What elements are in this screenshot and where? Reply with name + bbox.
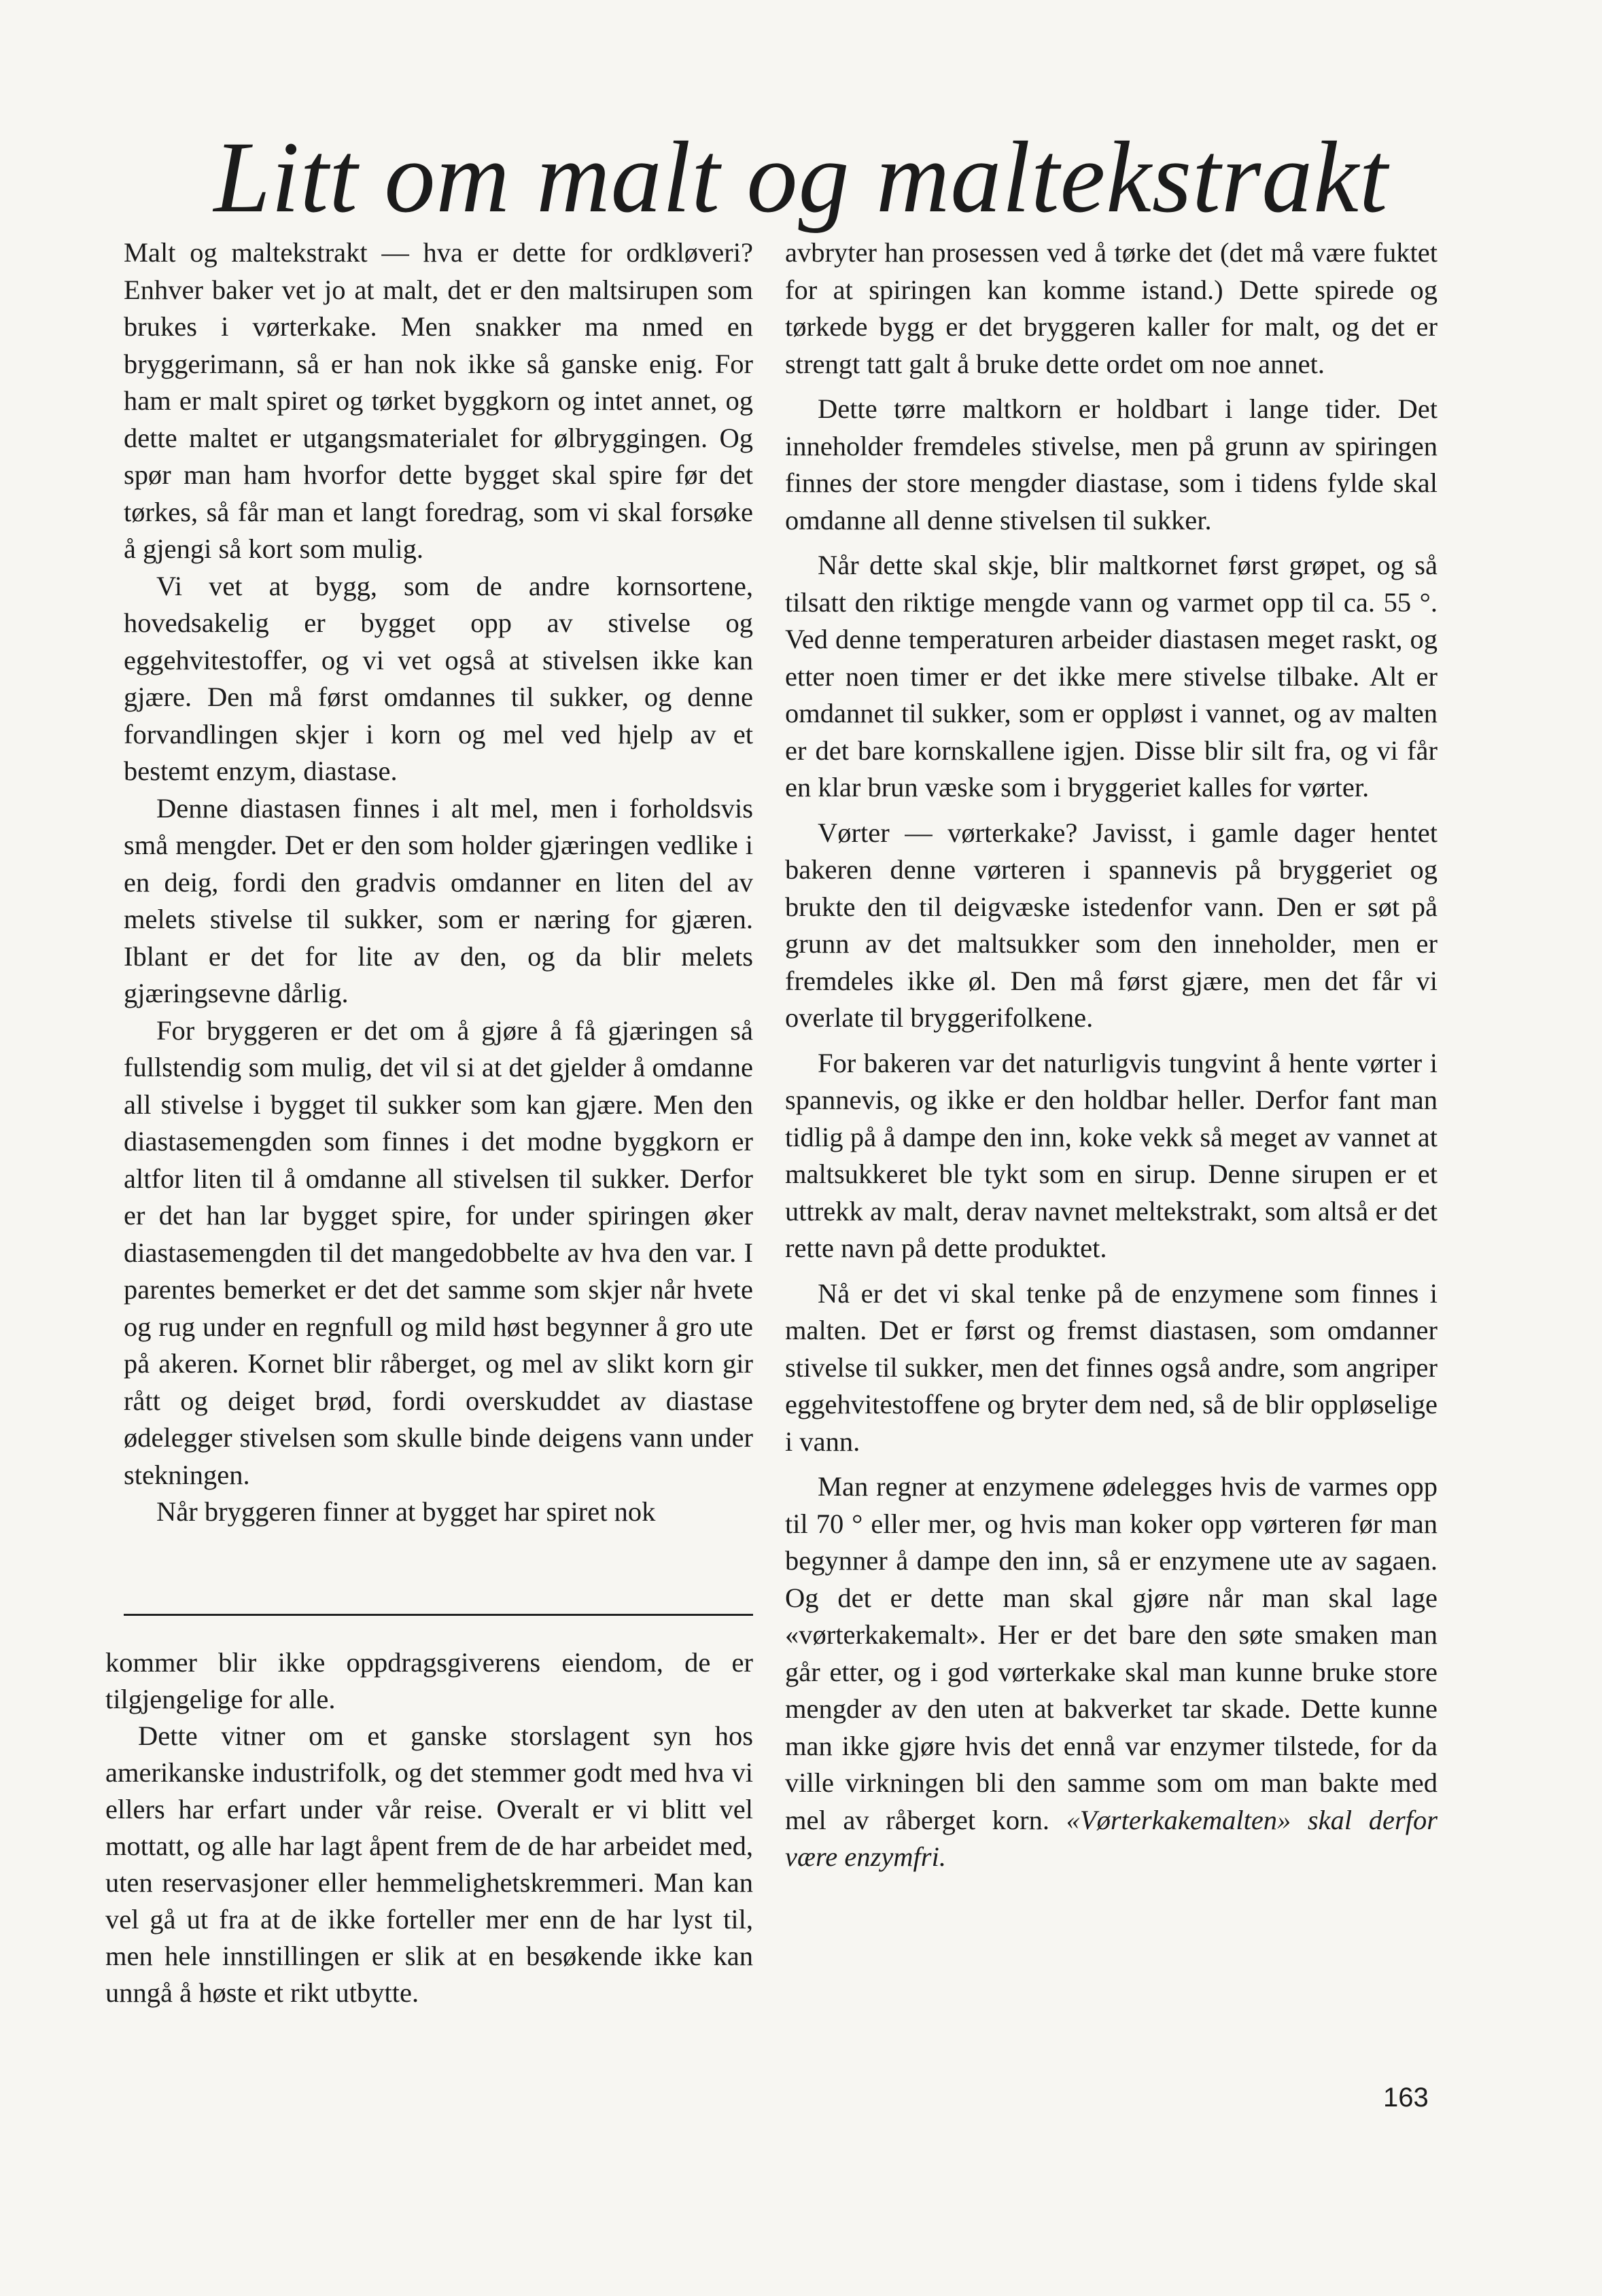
paragraph: Nå er det vi skal tenke på de enzymene som finnes i malten. Det er først og fremst diastasen, som omdanner stivelse til sukker, men det finnes også andre, som angriper eggehvitestoffene og bryter dem ned, så de blir oppløselige i vann. xyxy=(785,1277,1438,1457)
closing-italic-sentence: «Vørterkakemalten» skal derfor være enzymfri. xyxy=(785,1804,1438,1872)
paragraph: Denne diastasen finnes i alt mel, men i forholdsvis små mengder. Det er den som holder gjæringen vedlike i en deig, fordi den gradvis omdanner en liten del av melets stivelse til sukker, som er næring for gjæren. Iblant er det for lite av den, og da blir melets gjæringsevne dårlig. xyxy=(124,792,753,1008)
paragraph-text: Man regner at enzymene ødelegges hvis de varmes opp til 70 ° eller mer, og hvis man koker opp vørteren før man begynner å dampe den inn, så er enzymene ute av sagaen. Og det er dette man skal gjøre når man skal lage «vørterkakemalt». Her er det bare den søte smaken man går etter, og i god vørterkake skal man kunne bruke store mengder av den uten at bakverket tar skade. Dette kunne man ikke gjøre hvis det ennå var enzymer tilstede, for da ville virkningen bli den samme som om man bakte med mel av råberget korn. xyxy=(785,1471,1438,1835)
paragraph: kommer blir ikke oppdragsgiverens eiendom, de er tilgjengelige for alle. xyxy=(105,1647,753,1714)
paragraph: For bryggeren er det om å gjøre å få gjæringen så fullstendig som mulig, det vil si at det gjelder å omdanne all stivelse i bygget til sukker som kan gjære. Men den diastasemengden som finnes i det modne byggkorn er altfor liten til å omdanne all stivelsen til sukker. Derfor er det han lar bygget spire, for under spiringen øker diastasemengden til det mangedobbelte av hva den var. I parentes bemerket er det det samme som skjer når hvete og rug under en regnfull og mild høst begynner å gro ute på akeren. Kornet blir råberget, og mel av slikt korn gir rått og deiget brød, fordi overskuddet av diastase ødelegger stivelsen som skulle binde deigens vann under stekningen. xyxy=(124,1014,753,1490)
page-number: 163 xyxy=(1383,2083,1429,2113)
paragraph: Når dette skal skje, blir maltkornet først grøpet, og så tilsatt den riktige mengde vann og varmet opp til ca. 55 °. Ved denne temperaturen arbeider diastasen meget raskt, og etter noen timer er det ikke mere stivelse tilbake. Alt er omdannet til sukker, som er oppløst i vannet, og av malten er det bare kornskallene igjen. Disse blir silt fra, og vi får en klar brun væske som i bryggeriet kalles for vørter. xyxy=(785,550,1438,802)
left-column xyxy=(124,234,753,1531)
paragraph: Når bryggeren finner at bygget har spiret nok xyxy=(156,1496,656,1527)
paragraph: Vi vet at bygg, som de andre kornsortene, hovedsakelig er bygget opp av stivelse og eggehvitestoffer, og vi vet også at stivelsen ikke kan gjære. Den må først omdannes til sukker, og denne forvandlingen skjer i korn og mel ved hjelp av et bestemt enzym, diastase. xyxy=(124,570,753,786)
paragraph: Vørter — vørterkake? Javisst, i gamle dager hentet bakeren denne vørteren i spannevis på bryggeriet og brukte den til deigvæske istedenfor vann. Den er søt på grunn av det maltsukker som den inneholder, men er fremdeles ikke øl. Den må først gjære, men det får vi overlate til bryggerifolkene. xyxy=(785,817,1438,1033)
column-divider-rule xyxy=(124,1614,753,1616)
previous-article-tail xyxy=(105,1644,753,2011)
paragraph: Dette vitner om et ganske storslagent syn hos amerikanske industrifolk, og det stemmer godt med hva vi ellers har erfart under vår reise. Overalt er vi blitt vel mottatt, og alle har lagt åpent frem de de har arbeidet med, uten reservasjoner eller hemmelighetskremmeri. Man kan vel gå ut fra at de ikke forteller mer enn de har lyst til, men hele innstillingen er slik at en besøkende ikke kan unngå å høste et rikt utbytte. xyxy=(105,1720,753,2008)
paragraph: avbryter han prosessen ved å tørke det (det må være fuktet for at spiringen kan komme istand.) Dette spirede og tørkede bygg er det bryggeren kaller for malt, og det er strengt tatt galt å bruke dette ordet om noe annet. xyxy=(785,237,1438,379)
right-column xyxy=(785,234,1438,1884)
article-title: Litt om malt og maltekstrakt xyxy=(213,121,1389,234)
paragraph: Dette tørre maltkorn er holdbart i lange tider. Det inneholder fremdeles stivelse, men på grunn av spiringen finnes der store mengder diastase, som i tidens fylde skal omdanne all denne stivelsen til sukker. xyxy=(785,393,1438,535)
paragraph: Malt og maltekstrakt — hva er dette for ordkløveri? Enhver baker vet jo at malt, det er den maltsirupen som brukes i vørterkake. Men snakker ma nmed en bryggerimann, så er han nok ikke så ganske enig. For ham er malt spiret og tørket byggkorn og intet annet, og dette maltet er utgangsmaterialet for ølbryggingen. Og spør man ham hvorfor dette bygget skal spire før det tørkes, så får man et langt foredrag, som vi skal forsøke å gjengi så kort som mulig. xyxy=(124,237,753,564)
paragraph-final xyxy=(785,1468,1438,1876)
paragraph: For bakeren var det naturligvis tungvint å hente vørter i spannevis, og ikke er den holdbar heller. Derfor fant man tidlig på å dampe den inn, koke vekk så meget av vannet at maltsukkeret ble tykt som en sirup. Denne sirupen er et uttrekk av malt, derav navnet meltekstrakt, som altså er det rette navn på dette produktet. xyxy=(785,1047,1438,1263)
